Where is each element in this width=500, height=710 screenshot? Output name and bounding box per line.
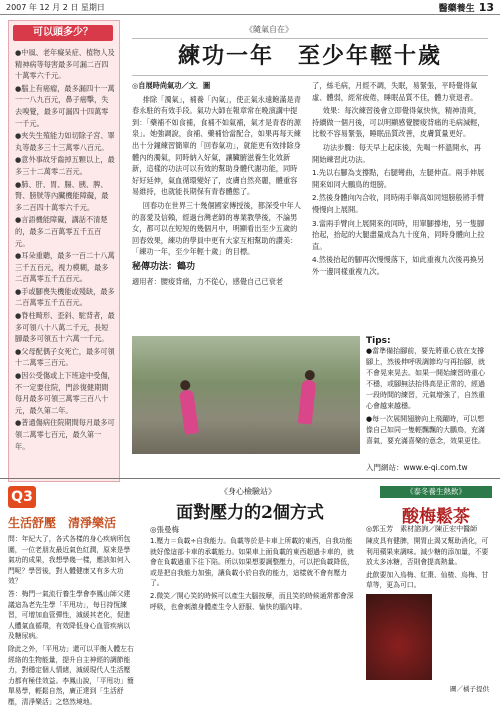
issue-date: 2007 年 12 月 2 日 星期日: [6, 3, 105, 12]
sidebar-item: ●腦上有癌瘤，最多漏四十一萬一一八九百元，鼻子癌擊，失去嗅覺，最多可漏四十四萬零一千元。: [15, 83, 115, 128]
box3-tag: 《泰冬養生熱飲》: [380, 486, 492, 498]
photo-caption: 圖／橘子提供: [450, 685, 489, 693]
box2-paragraph: 2.微笑／開心笑的時候可以產生大腦按摩，而且笑的時候通常都會深呼吸，也會刺激身體產生令人舒服、愉快的腦內啡。: [150, 591, 354, 611]
article-paragraph: 效果：每次練習後會立即覺得氣快恢，精神清爽，持續做一個月後，可以明顯感覺腰痠背痛的毛病減輕，比較不容易緊張，睡眠品質改善，皮膚質量更好。: [312, 106, 485, 139]
tips-box: [366, 336, 490, 449]
sidebar-item: ●普通傷病住院期間每月最多可領二萬零七百元，最久第一年。: [15, 418, 115, 451]
sidebar-title: 可以頭多少？: [13, 25, 113, 41]
exercise-photo: [132, 336, 360, 454]
q3-badge: Q3: [8, 486, 36, 508]
box3-paragraph: 陳皮具有健脾，開胃止渴又幫助消化，可利用蘋果來調味。減少糖的添加量，不要放太多冰糖，否則會提高熱量。: [366, 537, 489, 567]
sidebar-item: ●中風、老年癡呆症、植物人及精神病等每害最多可漏二百四十萬零六千元。: [15, 48, 115, 81]
page-header: [0, 0, 500, 15]
woman-figure-left: [179, 389, 199, 435]
woman-figure-right: [298, 379, 317, 424]
article-title: 練功一年 至少年輕十歲: [132, 38, 488, 76]
tips-list: [366, 346, 490, 447]
box2-tag: 《身心檢驗站》: [220, 487, 276, 496]
step-item: 3.當兩手臂向上展開來的同時，用單腳撐地，另一隻腳抬起，抬起的大腿盡量成為九十度角，同時身體向上拉直。: [312, 218, 485, 251]
box1-paragraph: 除此之外，「平甩功」還可以平衡人體左右經絡的生物能量，提升自主神經的調節能力，對穩定個人情緒，減緩現代人生活壓力都有極佳效益。李鳳山說，「平甩功」簡單易學，輕鬆自然，廣正達到「生活舒壓，清淨樂活」之悠然境地。: [8, 644, 134, 706]
sidebar-item: ●夾失生殖能力如切除子宮、睪丸等最多三十三萬零八百元。: [15, 131, 115, 152]
article-paragraph: 排除「濁氣」，補養「內氣」，使正氣永遠飽滿是青春永駐的有效手段。氣功大師在報章常在晚演講中提到：「藥補不如食補，食補不如氣補，氣才是青春的源泉」。她強調說，食補、藥補恰當配合，如果再每天練出十分鐘練習簡單的「回春氣功」，就能更有效排除身體內的濁氣，同時納入好氣，讓臟腑滋養生化效新新，這樣的功法可以有效的幫助身體代謝功能，同時好好延伸，氣血循環變好了，皮膚自然亮麗，體重容易維持，也就能長期保有青春體態了。: [132, 94, 301, 197]
article-tag: 《隨氣自在》: [245, 25, 293, 34]
box1-body: [8, 534, 134, 710]
step-item: 4.然後抬起的腳再次慢慢落下，如此重複九次後再換另外一邊同樣重複九次。: [312, 255, 485, 276]
box2-title: 面對壓力的2個方式: [176, 503, 324, 523]
plum-tea-photo: [366, 594, 432, 680]
step-item: 1.先以右腳為支撐點，右腿彎曲，左腿伸直。兩手伸展開來如同大鵬鳥的翅膀。: [312, 168, 485, 189]
box2-body: [150, 536, 358, 614]
sidebar-item: ●脊柱畸形、歪斜、駝背者，最多可領八十八萬二千元，長短腳最多可領五十六萬一千元。: [15, 311, 115, 344]
section-name: 醫藥養生: [438, 4, 475, 14]
box3-body: [366, 536, 494, 593]
box3-author: ◎郭玉芳 素材諮詢／陳正宏中醫師: [366, 525, 478, 533]
sidebar-box: [8, 20, 120, 482]
box2-author: ◎張曼梅: [150, 525, 180, 534]
box3-paragraph: 此飲要加入烏梅、紅棗、仙楂、烏梅、甘草等，更為可口。: [366, 570, 489, 590]
sidebar-item: ●父母配偶子女死亡，最多可領十二萬零三百元。: [15, 346, 115, 368]
box2-paragraph: 1.壓力＝負載÷自我能力。負載等於是卡車上所載的東西，自我功能就好像這部卡車的承載能力。如果車上面負載的東西超過卡車的，就會在負載過重下往下陷。所以如果想要調整壓力，可以把負載降低，或是把自我能力加強，讓負載小於自我的能力，這樣就不會有壓力了。: [150, 537, 354, 588]
sidebar-item: ●手或腳喪失機能或殘缺，最多二百萬零五千五百元。: [15, 286, 115, 308]
step-item: 2.然後身體向內合收，同時兩手舉高如同翅膀般將手臂慢慢向上展開。: [312, 193, 485, 214]
box1-title: 生活舒壓 清淨樂活: [8, 516, 117, 530]
tip-item: ●當準備抬腳前，要先將重心放在支撐腳上，然後伸呼吸調節均勻再抬腳，就不會晃來晃去。如果一開始練習時重心不穩，或腳無法抬得高是正常的，經過一段時間的練習，元氣增強了，自然重心會越來越穩。: [366, 347, 485, 410]
box1-paragraph: 問：年紀大了，各式各樣的身心疾病所包圍，一位老朋友最近氣色紅潤，原來是學氣功的成果，我想學幾一樣，應該如何入門呢？學習後，對人體健康又有多大功效？: [8, 535, 131, 586]
tips-title: Tips:: [366, 336, 391, 346]
box1-paragraph: 答：梅門一氣流行養生學會李鳳山師父建議這為老先生學「平甩功」，每日持恆練習，可增加血管彈性，減緩其老化，促進人體氣血循環，有效降低身心血管疾病以及糖尿病。: [8, 589, 131, 641]
section-title: [439, 1, 494, 14]
sidebar-item: ●言語機能障礙，講話不清楚的，最多二百萬零五千五百元。: [15, 215, 108, 248]
sidebar-list: [15, 47, 115, 453]
article-paragraph: 回春功在世界三十幾個國家傳授後，都深受中年人的喜愛及信賴，經過台灣老師的專業教學後，不論男女，都可以在短短的幾個月中，明顯看出至少五歲的回春效果，練功的學員中更有大家互相幫助的讚美：「練功一年，至少年輕十歲」的目標。: [132, 200, 301, 257]
page-number: 13: [478, 1, 494, 14]
method-title: 秘傳功法：鶴功: [132, 261, 196, 272]
tip-item: ●每一次展開翅膀向上飛躍時，可以想像自己如同一隻輕飄飄的大鵬鳥，充滿喜氣，要充滿喜樂的意念，效果更佳。: [366, 415, 485, 445]
target-text: 適用者：腰痠背痛，力不從心，感覺自己已衰老: [132, 276, 283, 286]
article-byline: ◎自展時尚氣功／文．圖: [132, 81, 211, 90]
sidebar-item: ●肺、肝、胃、腸、胰、脾、腎、膀胱等內臟機能障礙，最多二百四十萬零六千元。: [15, 179, 109, 212]
article-paragraph: 了，絲毛病，月經不調，失眠，易緊張，平時覺得氣虛、體弱，經常疲倦，睡眠品質不佳，體力衰退者。: [312, 81, 478, 102]
article-paragraph: 功法步驟：每天早上起床後，先喝一杯溫開水，再開始練習此功法。: [312, 142, 481, 164]
article-column-1: [132, 80, 304, 287]
section-divider: [0, 478, 500, 479]
sidebar-item: ●意外事故牙齒掉五顆以上，最多三十二萬零二百元。: [15, 155, 115, 176]
website-link[interactable]: 入門網站：www.e-qi.com.tw: [366, 463, 468, 472]
article-column-2: [312, 80, 488, 280]
box3-title: 酸梅鬆茶: [402, 507, 470, 527]
sidebar-item: ●因公受傷或上下班途中受傷，不一定要住院，門診復健期間每月最多可領三萬零三百八十元，最久第二年。: [15, 371, 115, 415]
sidebar-item: ●耳朵重聽，最多一百二十八萬三千五百元，視力模糊，最多二百萬零五千五百元。: [15, 251, 115, 284]
